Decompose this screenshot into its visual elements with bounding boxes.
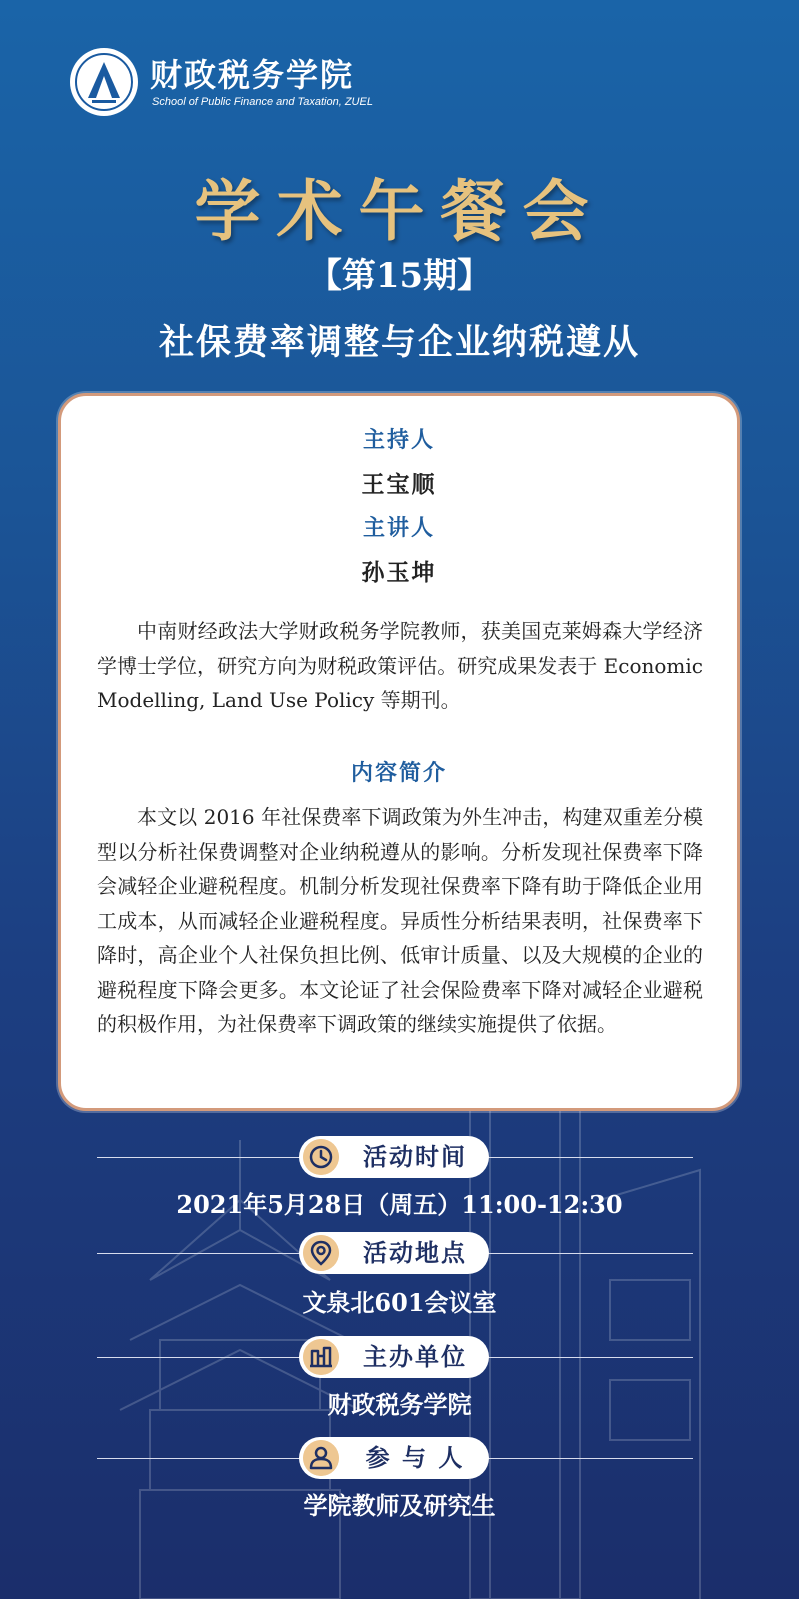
abstract-text: 本文以 2016 年社保费率下调政策为外生冲击，构建双重差分模型以分析社保费调整对企业纳税遵从的影响。分析发现社保费率下降会减轻企业避税程度。机制分析发现社保费率下降有助于降低企业用工成本，从而减轻企业避税程度。异质性分析结果表明，社保费率下降时，高企业个人社保负担比例、低审计质量、以及大规模的企业的避税程度下降会更多。本文论证了社会保险费率下降对减轻企业避税的积极作用，为社保费率下调政策的继续实施提供了依据。 xyxy=(97,805,703,1036)
place-label: 活动地点 xyxy=(363,1238,467,1267)
audience-pill xyxy=(299,1437,489,1479)
host-name: 王宝顺 xyxy=(361,471,437,498)
speaker-label: 主讲人 xyxy=(362,515,435,541)
speaker-bio: 中南财经政法大学财政税务学院教师，获美国克莱姆森大学经济学博士学位，研究方向为财税政策评估。研究成果发表于 Economic Modelling, Land Use Policy 等期刊。 xyxy=(97,619,703,712)
time-pill xyxy=(299,1136,489,1178)
time-label: 活动时间 xyxy=(363,1142,467,1171)
school-logo-icon xyxy=(68,46,140,118)
place-value: 文泉北601会议室 xyxy=(302,1288,497,1317)
school-name-english: School of Public Finance and Taxation, ZUEL xyxy=(152,96,373,108)
abstract-label: 内容简介 xyxy=(350,760,447,786)
location-pin-icon xyxy=(303,1235,339,1271)
details-card xyxy=(58,393,740,1111)
school-name: 财政税务学院 xyxy=(150,56,355,94)
talk-title: 社保费率调整与企业纳税遵从 xyxy=(158,322,640,363)
event-title: 学术午餐会 xyxy=(194,172,605,250)
building-chart-icon xyxy=(303,1339,339,1375)
clock-icon xyxy=(303,1139,339,1175)
host-label: 主持人 xyxy=(362,427,435,453)
place-pill xyxy=(299,1232,489,1274)
organizer-pill xyxy=(299,1336,489,1378)
audience-value: 学院教师及研究生 xyxy=(303,1491,496,1520)
organizer-label: 主办单位 xyxy=(363,1342,467,1371)
speaker-name: 孙玉坤 xyxy=(361,559,437,586)
time-value: 2021年5月28日（周五）11:00-12:30 xyxy=(176,1190,623,1219)
organizer-value: 财政税务学院 xyxy=(327,1390,472,1419)
person-icon xyxy=(303,1440,339,1476)
audience-label: 参 与 人 xyxy=(365,1443,465,1472)
issue-number: 【第15期】 xyxy=(307,256,492,296)
